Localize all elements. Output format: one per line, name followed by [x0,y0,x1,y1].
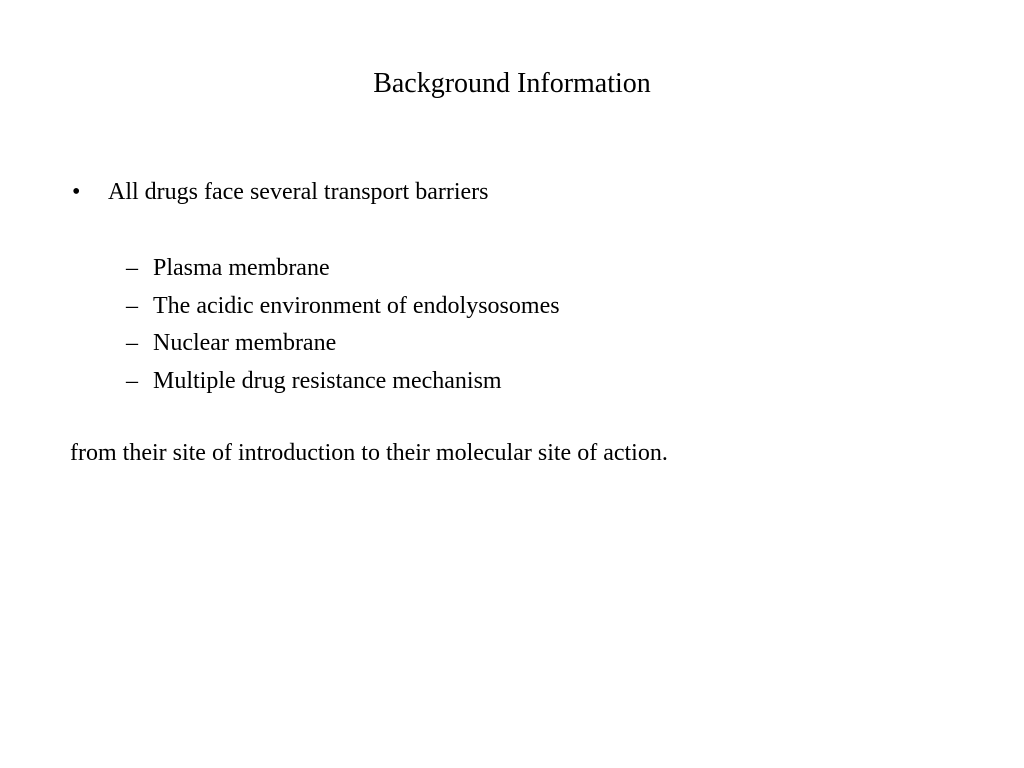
dash-marker: – [126,255,138,281]
main-bullet-text: All drugs face several transport barriers [108,179,489,205]
list-item [126,288,560,326]
bullet-marker: • [72,179,81,205]
dash-marker: – [126,330,138,356]
sub-bullet-list [126,250,560,400]
sub-item-text: Nuclear membrane [153,330,337,356]
main-bullet [72,176,489,208]
dash-marker: – [126,367,138,394]
sub-item-text: The acidic environment of endolysosomes [153,292,560,319]
list-item [126,363,560,401]
slide-title: Background Information [373,68,651,99]
sub-item-text: Multiple drug resistance mechanism [153,367,502,394]
list-item [126,250,560,288]
dash-marker: – [126,292,138,319]
closing-statement: from their site of introduction to their molecular site of action. [70,440,668,466]
sub-item-text: Plasma membrane [153,255,330,281]
list-item [126,325,560,363]
